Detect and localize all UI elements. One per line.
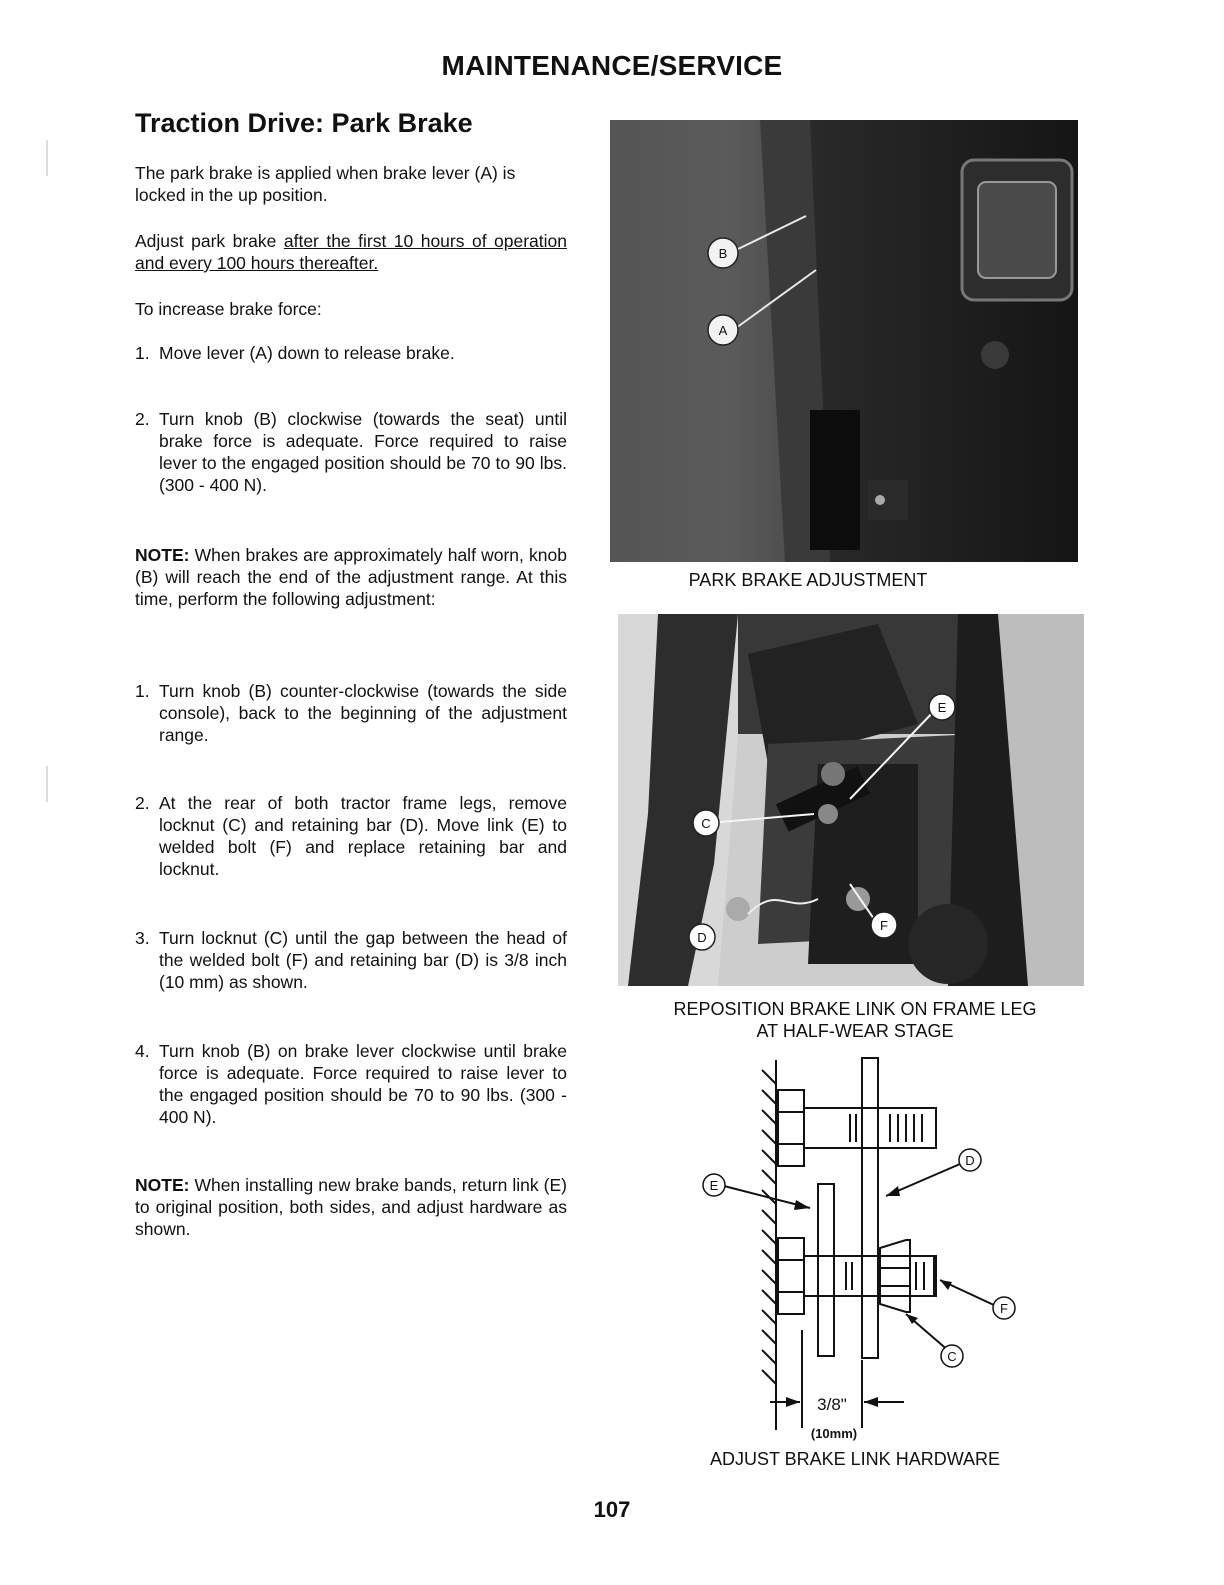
page-header: MAINTENANCE/SERVICE bbox=[441, 50, 783, 81]
callout-d-label: D bbox=[697, 930, 707, 945]
list-item bbox=[135, 927, 567, 993]
margin-mark bbox=[46, 766, 48, 802]
note-label: NOTE: bbox=[135, 545, 190, 565]
list-item bbox=[135, 792, 567, 880]
callout-c-label: C bbox=[947, 1349, 957, 1364]
list-item bbox=[135, 342, 567, 364]
step-number: 1. bbox=[135, 681, 150, 701]
step-text: Move lever (A) down to release brake. bbox=[159, 343, 455, 363]
note-label: NOTE: bbox=[135, 1175, 190, 1195]
brake-link-hardware-diagram bbox=[690, 1050, 1030, 1446]
adjust-interval-paragraph bbox=[135, 230, 567, 274]
increase-heading: To increase brake force: bbox=[135, 299, 322, 319]
dimension-imperial: 3/8" bbox=[817, 1395, 847, 1414]
callout-d-label: D bbox=[965, 1153, 975, 1168]
intro-paragraph: The park brake is applied when brake lever (A) is locked in the up position. bbox=[135, 163, 516, 205]
step-number: 2. bbox=[135, 409, 150, 429]
brake-link-photo-art bbox=[618, 614, 1084, 986]
step-text: At the rear of both tractor frame legs, remove locknut (C) and retaining bar (D). Move link (E) to welded bolt (F) and replace retaining bar and locknut. bbox=[159, 793, 567, 879]
park-brake-photo bbox=[610, 120, 1078, 562]
margin-mark bbox=[46, 140, 48, 176]
step-text: Turn knob (B) counter-clockwise (towards the side console), back to the beginning of the adjustment range. bbox=[159, 681, 567, 745]
step-text: Turn knob (B) on brake lever clockwise until brake force is adequate. Force required to raise lever to the engaged position should be 70 to 90 lbs. (300 - 400 N). bbox=[159, 1041, 567, 1127]
step-number: 4. bbox=[135, 1041, 150, 1061]
dimension-metric: (10mm) bbox=[810, 1426, 858, 1441]
step-text: Turn locknut (C) until the gap between the head of the welded bolt (F) and retaining bar (D) is 3/8 inch (10 mm) as shown. bbox=[159, 928, 567, 992]
callout-e-label: E bbox=[709, 1178, 719, 1193]
step-number: 3. bbox=[135, 928, 150, 948]
section-title: Traction Drive: Park Brake bbox=[135, 108, 473, 138]
callout-e-label: E bbox=[937, 700, 947, 715]
fig1-caption: PARK BRAKE ADJUSTMENT bbox=[688, 570, 928, 590]
fig3-caption: ADJUST BRAKE LINK HARDWARE bbox=[709, 1449, 1001, 1469]
step-text: Turn knob (B) clockwise (towards the seat) until brake force is adequate. Force required to raise lever to the engaged position should be 70 to 90 lbs. (300 - 400 N). bbox=[159, 409, 567, 495]
park-brake-photo-art bbox=[610, 120, 1078, 562]
list-item bbox=[135, 408, 567, 496]
list-item bbox=[135, 1040, 567, 1128]
step-number: 2. bbox=[135, 793, 150, 813]
note-new-bands bbox=[135, 1174, 567, 1240]
list-item bbox=[135, 680, 567, 746]
callout-c-label: C bbox=[701, 816, 711, 831]
fig2-caption-line1: REPOSITION BRAKE LINK ON FRAME LEG bbox=[673, 999, 1037, 1019]
adjust-prefix: Adjust park brake bbox=[135, 231, 284, 251]
note-text: When brakes are approximately half worn, knob (B) will reach the end of the adjustment range. At this time, perform the following adjustment: bbox=[135, 545, 567, 609]
step-number: 1. bbox=[135, 343, 150, 363]
note-half-worn bbox=[135, 544, 567, 610]
callout-f-label: F bbox=[880, 918, 888, 933]
brake-link-photo bbox=[618, 614, 1084, 986]
fig2-caption bbox=[618, 998, 1092, 1042]
note-text: When installing new brake bands, return link (E) to original position, both sides, and adjust hardware as shown. bbox=[135, 1175, 567, 1239]
callout-b-label: B bbox=[718, 246, 728, 261]
page-number: 107 bbox=[593, 1497, 631, 1522]
fig2-caption-line2: AT HALF-WEAR STAGE bbox=[756, 1021, 954, 1041]
callout-f-label: F bbox=[1000, 1301, 1008, 1316]
adjust-interval-underlined: after the first 10 hours of operation and every 100 hours thereafter. bbox=[135, 231, 567, 273]
callout-a-label: A bbox=[718, 323, 728, 338]
